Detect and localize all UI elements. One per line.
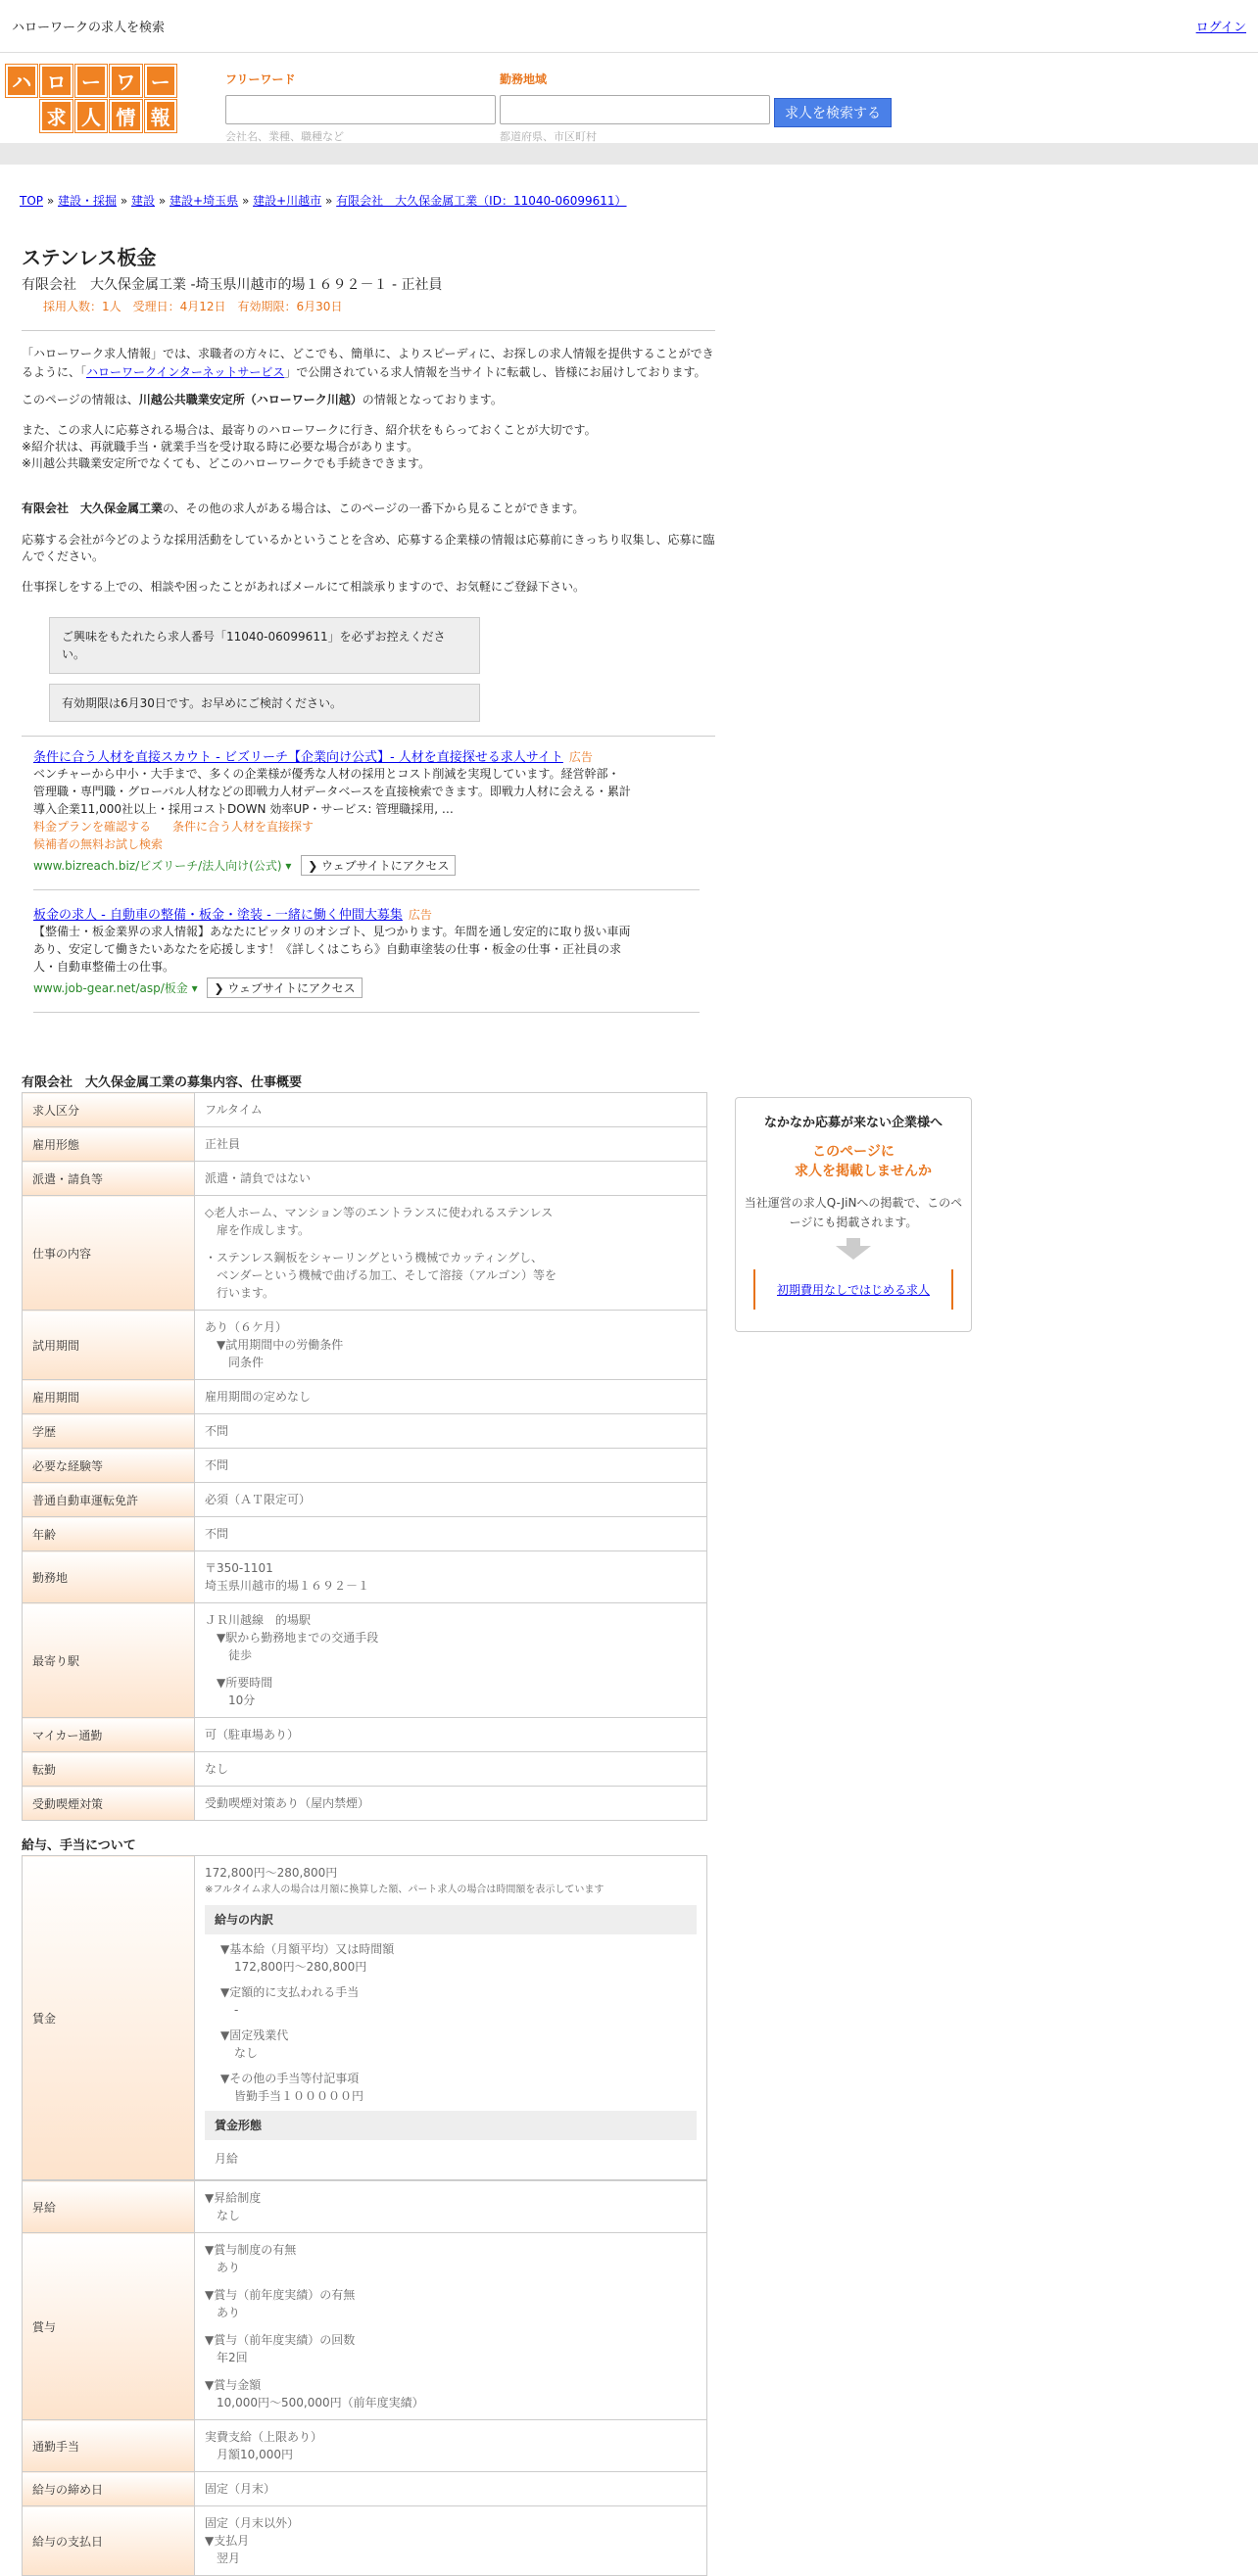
top-bar (0, 0, 1258, 53)
table-row (23, 1787, 707, 1821)
job-title: ステンレス板金 (22, 246, 157, 269)
area-field-group (500, 71, 770, 144)
divider-band (0, 143, 1258, 165)
row-key: 仕事の内容 (23, 1196, 195, 1311)
search-button[interactable]: 求人を検索する (774, 98, 892, 127)
ad-title-link[interactable]: 条件に合う人材を直接スカウト - ビズリーチ【企業向け公式】- 人材を直接探せる求人サイト (33, 750, 563, 765)
freeword-input[interactable] (225, 95, 496, 124)
row-value: 固定（月末） (195, 2472, 707, 2506)
search-header (0, 53, 1258, 143)
table-row (23, 1196, 707, 1311)
row-value: 受動喫煙対策あり（屋内禁煙） (195, 1787, 707, 1821)
row-value: 正社員 (195, 1127, 707, 1162)
row-value: 固定（月末以外） ▼支払月 翌月 (195, 2506, 707, 2576)
breadcrumb: TOP » 建設・採掘 » 建設 » 建設+埼玉県 » 建設+川越市 » 有限会社 大久保金属工業（ID：11040-06099611） (20, 194, 627, 208)
ad-sitelink[interactable]: 料金プランを確認する (33, 820, 152, 834)
site-title: ハローワークの求人を検索 (12, 21, 166, 35)
row-key: 雇用期間 (23, 1380, 195, 1414)
intro-paragraph-4: 有限会社 大久保金属工業の、その他の求人がある場合は、このページの一番下から見ることができます。 (22, 501, 585, 515)
row-value: 実費支給（上限あり） 月額10,000円 (195, 2420, 707, 2472)
table-row (23, 1517, 707, 1551)
area-input[interactable] (500, 95, 770, 124)
ad-url: www.bizreach.biz/ビズリーチ/法人向け(公式) (33, 859, 282, 873)
row-key: 雇用形態 (23, 1127, 195, 1162)
row-key: 必要な経験等 (23, 1449, 195, 1483)
promo-title: なかなか応募が来ない企業様へ (763, 1116, 943, 1130)
arrow-down-icon (836, 1246, 871, 1260)
row-value: 〒350-1101 埼玉県川越市的場１６９２－１ (195, 1551, 707, 1603)
ad-label: 広告 (408, 908, 432, 922)
intro-paragraph-5: 応募する会社が今どのような採用活動をしているかということを含め、応募する企業様の情報は応募前にきっちり収集し、応募に臨んでください。 (22, 533, 715, 563)
arrow-down-icon (847, 1238, 860, 1246)
row-key: 学歴 (23, 1414, 195, 1449)
row-value: あり（６ケ月） ▼試用期間中の労働条件 同条件 (195, 1311, 707, 1380)
table-row (23, 1449, 707, 1483)
row-key: 受動喫煙対策 (23, 1787, 195, 1821)
row-value: ▼昇給制度 なし (195, 2181, 707, 2233)
freeword-label: フリーワード (225, 72, 296, 86)
wage-detail-table (22, 2180, 707, 2576)
area-hint: 都道府県、市区町村 (500, 130, 597, 143)
wage-table (22, 1855, 707, 2180)
row-value: 可（駐車場あり） (195, 1718, 707, 1752)
job-meta: 採用人数：1人 受理日：4月12日 有効期限：6月30日 (22, 298, 715, 331)
row-key: 賃金 (23, 1856, 195, 2180)
table-row (23, 2506, 707, 2576)
ad-title-link[interactable]: 板金の求人 - 自動車の整備・板金・塗装 - 一緒に働く仲間大募集 (33, 908, 403, 923)
row-value: 172,800円〜280,800円 ※フルタイム求人の場合は月額に換算した額、パート求人の場合は時間額を表示しています 給与の内訳 ▼基本給（月額平均）又は時間額 172,800円〜280,800円 ▼定額的に支払われる手当 - ▼固定残業代 なし ▼その他の手当等付記事項 皆勤手当１０００００円 賃金形態 月給 (195, 1856, 707, 2180)
row-value: 不問 (195, 1517, 707, 1551)
table-row (23, 1162, 707, 1196)
ad-description: ベンチャーから中小・大手まで、多くの企業様が優秀な人材の採用とコスト削減を実現しています。経営幹部・管理職・専門職・グローバル人材などの即戦力人材データベースを直接検索できます。即戦力人材に会える・累計導入企業11,000社以上・採用コストDOWN 効率UP・サービス: 管理職採用, … (33, 767, 631, 816)
ad-item: 板金の求人 - 自動車の整備・板金・塗装 - 一緒に働く仲間大募集 広告 【整備士・板金業界の求人情報】あなたにピッタリのオシゴト、見つかります。年間を通し安定的に取り扱い車両あり、安定して働きたいあなたを応援します！《詳しくはこちら》自動車塗装の仕事・板金の仕事・正社員の求人・自動車整備士の仕事。 www.job-gear.net/asp/板金 ▾ ❯ ウェブサイトにアクセス (33, 890, 700, 1013)
row-key: 給与の支払日 (23, 2506, 195, 2576)
row-key: 転勤 (23, 1752, 195, 1787)
breadcrumb-city[interactable]: 建設+川越市 (253, 194, 322, 208)
breadcrumb-subcategory[interactable]: 建設 (131, 194, 156, 208)
breadcrumb-category[interactable]: 建設・採掘 (58, 194, 118, 208)
area-label: 勤務地域 (500, 72, 548, 86)
row-key: 勤務地 (23, 1551, 195, 1603)
row-key: 派遣・請負等 (23, 1162, 195, 1196)
ad-sitelink[interactable]: 条件に合う人材を直接探す (172, 820, 314, 834)
table-row (23, 1414, 707, 1449)
ad-label: 広告 (568, 750, 593, 764)
main-content (22, 242, 715, 2576)
row-value: なし (195, 1752, 707, 1787)
row-key: 給与の締め日 (23, 2472, 195, 2506)
row-value: 派遣・請負ではない (195, 1162, 707, 1196)
table-row (23, 2420, 707, 2472)
row-value: 雇用期間の定めなし (195, 1380, 707, 1414)
row-value: ＪＲ川越線 的場駅 ▼駅から勤務地までの交通手段 徒歩 ▼所要時間 10分 (195, 1603, 707, 1718)
table-row (23, 2181, 707, 2233)
row-key: 通勤手当 (23, 2420, 195, 2472)
expiry-notice: 有効期限は6月30日です。お早めにご検討ください。 (49, 684, 480, 722)
promo-link-box (753, 1269, 953, 1310)
freeword-hint: 会社名、業種、職種など (225, 130, 344, 143)
advertise-promo-box (735, 1097, 972, 1332)
hellowork-internet-link[interactable]: ハローワークインターネットサービス (86, 365, 285, 379)
table-row (23, 2472, 707, 2506)
row-value: 必須（ＡＴ限定可） (195, 1483, 707, 1517)
table-row (23, 1856, 707, 2180)
row-key: 賞与 (23, 2233, 195, 2420)
section-heading-job-details: 有限会社 大久保金属工業の募集内容、仕事概要 (22, 1075, 303, 1090)
table-row (23, 1551, 707, 1603)
breadcrumb-prefecture[interactable]: 建設+埼玉県 (169, 194, 239, 208)
hellowork-logo[interactable]: ハ ロ ー ワ ー 求 人 情 報 (6, 65, 176, 121)
table-row (23, 1483, 707, 1517)
row-value: 不問 (195, 1449, 707, 1483)
row-value: ▼賞与制度の有無 あり ▼賞与（前年度実績）の有無 あり ▼賞与（前年度実績）の回数 年2回 ▼賞与金額 10,000円〜500,000円（前年度実績） (195, 2233, 707, 2420)
visit-website-button[interactable]: ❯ ウェブサイトにアクセス (207, 978, 362, 998)
row-value: ◇老人ホーム、マンション等のエントランスに使われるステンレス 扉を作成します。 ・ステンレス鋼板をシャーリングという機械でカッティングし、 ベンダーという機械で曲げる加工、そして溶接（アルゴン）等を 行います。 (195, 1196, 707, 1311)
intro-paragraph-3: また、この求人に応募される場合は、最寄りのハローワークに行き、紹介状をもらっておくことが大切です。 ※紹介状は、再就職手当・就業手当を受け取る時に必要な場合があります。 ※川越公共職業安定所でなくても、どこのハローワークでも手続きできます。 (22, 423, 597, 470)
intro-paragraph-6: 仕事探しをする上での、相談や困ったことがあればメールにて相談承りますので、お気軽にご登録下さい。 (22, 580, 586, 594)
section-heading-wage: 給与、手当について (22, 1838, 136, 1853)
ad-description: 【整備士・板金業界の求人情報】あなたにピッタリのオシゴト、見つかります。年間を通し安定的に取り扱い車両あり、安定して働きたいあなたを応援します！《詳しくはこちら》自動車塗装の仕事・板金の仕事・正社員の求人・自動車整備士の仕事。 (33, 925, 631, 974)
row-value: 不問 (195, 1414, 707, 1449)
table-row (23, 1718, 707, 1752)
table-row (23, 2233, 707, 2420)
table-row (23, 1603, 707, 1718)
breadcrumb-top[interactable]: TOP (20, 194, 44, 208)
ad-item: 条件に合う人材を直接スカウト - ビズリーチ【企業向け公式】- 人材を直接探せる求人サイト 広告 ベンチャーから中小・大手まで、多くの企業様が優秀な人材の採用とコスト削減を実現しています。経営幹部・管理職・専門職・グローバル人材などの即戦力人材データベースを直接検索できます。即戦力人材に会える・累計導入企業11,000社以上・採用コストDOWN 効率UP・サービス: 管理職採用, … 料金プランを確認する 条件に合う人材を直接探す 候補者の無料お試し検索 www.bizreach.biz/ビズリーチ/法人向け(公式) ▾ ❯ ウェブサイトにアクセス (33, 746, 700, 890)
job-details-table (22, 1092, 707, 1821)
row-key: 普通自動車運転免許 (23, 1483, 195, 1517)
promo-body: 当社運営の求人Q-JiNへの掲載で、このページにも掲載されます。 (744, 1196, 963, 1229)
promo-catch: このページに 求人を掲載しませんか (795, 1144, 932, 1179)
ad-url: www.job-gear.net/asp/板金 (33, 981, 188, 995)
intro-paragraph-1: 「ハローワーク求人情報」では、求職者の方々に、どこでも、簡単に、よりスピーディに、お探しの求人情報を提供することができるように、「ハローワークインターネットサービス」で公開されている求人情報を当サイトに転載し、皆様にお届けしております。 (22, 347, 714, 379)
row-key: 最寄り駅 (23, 1603, 195, 1718)
job-number-notice: ご興味をもたれたら求人番号「11040-06099611」を必ずお控えください。 (49, 617, 480, 674)
company-line: 有限会社 大久保金属工業 -埼玉県川越市的場１６９２－１ - 正社員 (22, 277, 443, 293)
ad-sitelink[interactable]: 候補者の無料お試し検索 (33, 837, 164, 851)
row-key: 昇給 (23, 2181, 195, 2233)
table-row (23, 1380, 707, 1414)
row-key: マイカー通勤 (23, 1718, 195, 1752)
row-value: フルタイム (195, 1093, 707, 1127)
table-row (23, 1093, 707, 1127)
row-key: 年齢 (23, 1517, 195, 1551)
table-row (23, 1311, 707, 1380)
table-row (23, 1752, 707, 1787)
table-row (23, 1127, 707, 1162)
visit-website-button[interactable]: ❯ ウェブサイトにアクセス (301, 855, 456, 876)
intro-paragraph-2: このページの情報は、川越公共職業安定所（ハローワーク川越）の情報となっております。 (22, 393, 503, 406)
breadcrumb-current[interactable]: 有限会社 大久保金属工業（ID：11040-06099611） (336, 194, 627, 208)
freeword-field-group (225, 71, 496, 144)
row-key: 試用期間 (23, 1311, 195, 1380)
login-link[interactable]: ログイン (1195, 21, 1246, 35)
ad-block (22, 736, 715, 1013)
row-key: 求人区分 (23, 1093, 195, 1127)
promo-link[interactable]: 初期費用なしではじめる求人 (776, 1283, 930, 1297)
